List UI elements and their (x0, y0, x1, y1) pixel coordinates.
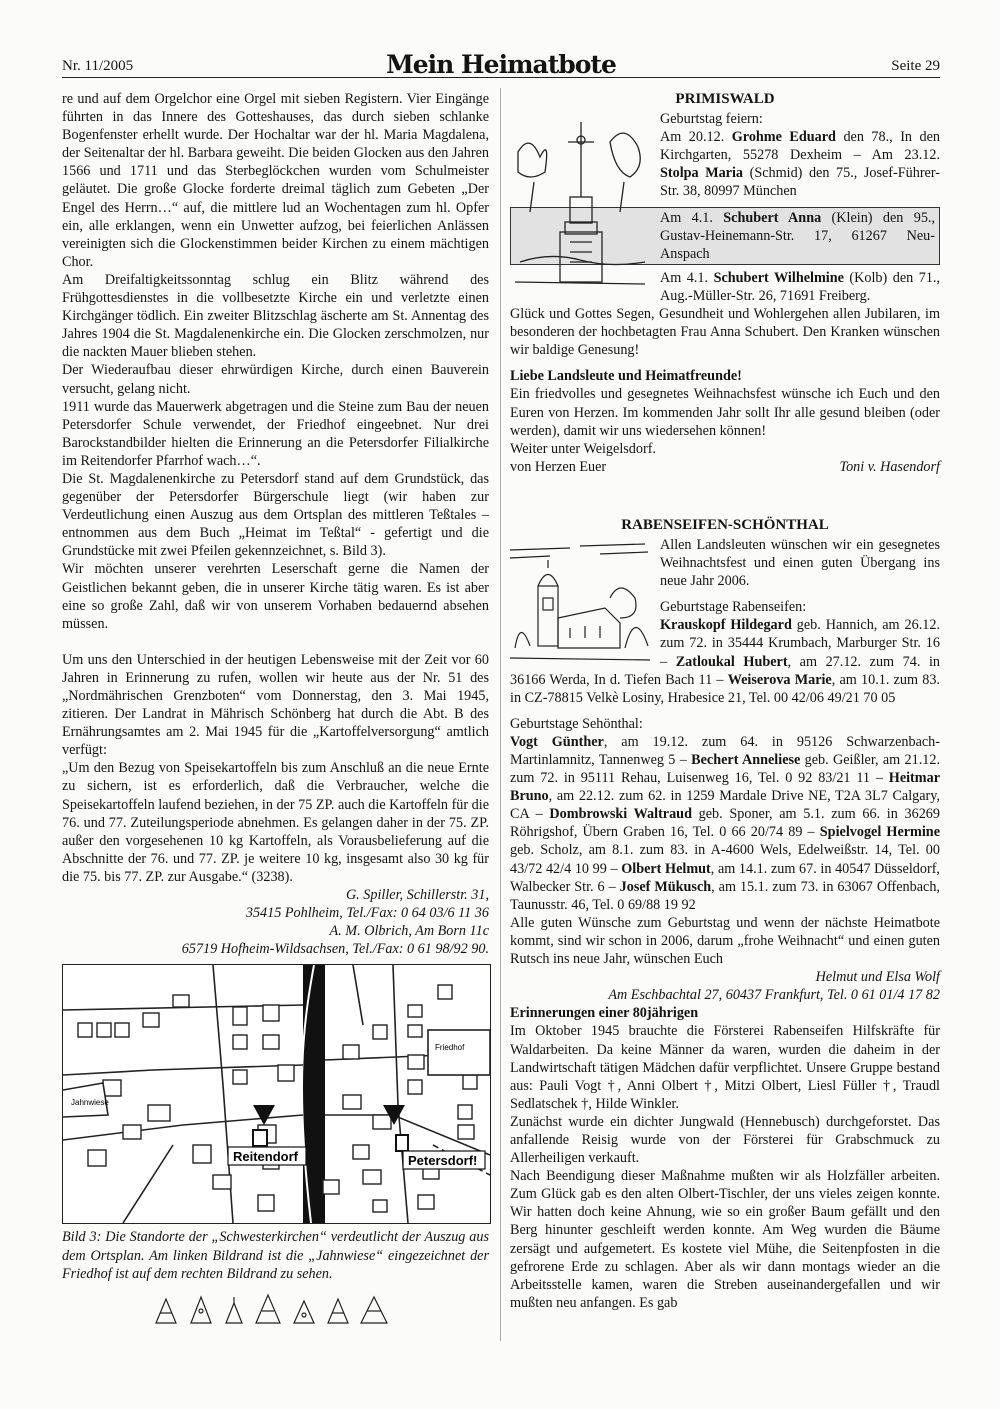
page-header (62, 50, 940, 90)
article-paragraph: Der Wiederaufbau dieser ehrwürdigen Kirche, durch einen Bauverein versucht, gelang nicht. (62, 362, 489, 397)
memory-paragraph: Zunächst wurde ein dichter Jungwald (Hennebusch) durchgeforstet. Das anfallende Reisig wurde von der Försterei für Grabschmuck zu Allerheiligen verkauft. (510, 1113, 940, 1167)
section-title-rabenseifen: RABENSEIFEN-SCHÖNTHAL (621, 516, 829, 533)
highlighted-birthday-box: Am 4.1. Schubert Anna (Klein) den 95., Gustav-Heinemann-Str. 17, 61267 Neu-Anspach (510, 207, 940, 265)
figure-caption: Bild 3: Die Standorte der „Schwesterkirchen“ verdeutlicht der Auszug aus dem Ortsplan. Am linken Bildrand ist die „Jahnwiese“ eingezeichnet der Friedhof ist auf dem rechten Bildrand zu sehen. (62, 1229, 489, 1282)
memory-paragraph: Nach Beendigung dieser Maßnahme mußten wir als Holzfäller arbeiten. Zum Glück gab es den alten Olbert-Tischler, der uns vieles zeigen konnte. Wir hatten doch keine Ahnung, wie so ein großer Baum gefällt und den Berg hinunter geschleift werden konnte. Am Weg wurden die Bäume zersägt und aufgemetert. Es kostete viel Mühe, die Seitenpfosten in die gefrorene Erde zu schlagen. Aber als wir dann montags wieder an die Arbeitsstelle kamen, waren die Streben auseinandergefallen und wir mußten neu anfangen. Es gab (510, 1168, 940, 1311)
person-name: Josef Mükusch (619, 878, 712, 895)
christmas-ornament (62, 1293, 489, 1332)
issue-number: Nr. 11/2005 (62, 58, 134, 74)
closing-paragraph: Alle guten Wünsche zum Geburtstag und wenn der nächste Heimatbote kommt, sind wir schon in 2006, darum „frohe Weihnacht“ und einen guten Rutsch ins neue Jahr, wünschen Euch (510, 914, 940, 968)
person-name: Zatloukal Hubert (675, 653, 788, 670)
column-divider (500, 88, 501, 1341)
left-column (62, 90, 489, 1332)
article-paragraph: Um uns den Unterschied in der heutigen Lebensweise mit der Zeit vor 60 Jahren in Erinnerung zu rufen, wollen wir heute aus der Nr. 51 des „Nordmährischen Grenzboten“ vom Donnerstag, den 3. Mai 1945, zitieren. Der Landrat in Mährisch Schönberg hat durch die Abt. B des Ernährungsamtes am 2. Mai 1945 für die „Kartoffelversorgung“ amtlich verfügt: (62, 651, 489, 759)
header-rule (62, 77, 940, 78)
subheading-greeting: Liebe Landsleute und Heimatfreunde! (510, 368, 742, 385)
article-paragraph: Die St. Magdalenenkirche zu Petersdorf stand auf dem Grundstück, das gegenüber der Petersdorfer Bürgerschule liegt (wir haben zur Verdeutlichung einen Auszug aus dem Ortsplan des mittleren Teßtales – entnommen aus dem Buch „Heimat im Teßtal“ - gefertigt und die Grundstücke mit zwei Pfeilen gekennzeichnet, s. Bild 3). (62, 470, 489, 560)
section-title-primiswald: PRIMISWALD (675, 91, 775, 107)
masthead-title: Mein Heimatbote (386, 50, 616, 79)
town-map (62, 964, 491, 1224)
signature-line: A. M. Olbrich, Am Born 11c (329, 923, 489, 940)
person-name: Stolpa Maria (660, 165, 744, 182)
subheading-memories: Erinnerungen einer 80jährigen (510, 1005, 699, 1022)
letter-paragraph: Ein friedvolles und gesegnetes Weihnachsfest wünsche ich Euch und den Euren von Herzen. Im kommenden Jahr sollt Ihr alle gesund bleiben (oder werden), damit wir uns wiedersehen können! (510, 386, 940, 439)
person-name: Dombrowski Waltraud (549, 806, 692, 823)
letter-signature: von Herzen Euer Toni v. Hasendorf (510, 458, 940, 475)
village-church-icon (510, 538, 650, 666)
signature-line: 35415 Pohlheim, Tel./Fax: 0 64 03/6 11 36 (245, 905, 489, 922)
quote-paragraph: „Um den Bezug von Speisekartoffeln bis zum Anschluß an die neue Ernte zu sichern, ist es erforderlich, daß die Verbraucher, welche die Speisekartoffeln laufend beziehen, in der 75 ZP. auch die Kartoffeln für die 76. und 77. Zuteilungsperiode abnehmen. Es gelangen daher in der 75. ZP. außer den vorgesehenen 10 kg Kartoffeln, als Vorausbelieferung auf die Abschnitte der 76. und 77. ZP. je weitere 10 kg, insgesamt also 30 kg für die 75. bis 77. ZP. zur Ausgabe.“ (3238). (62, 760, 489, 885)
person-name: Olbert Helmut (621, 860, 711, 877)
birthday-heading: Geburtstage Rabenseifen: (660, 599, 807, 616)
signature-line: 65719 Hofheim-Wildsachsen, Tel./Fax: 0 61 98/92 90. (181, 941, 489, 958)
signature-line: Am Eschbachtal 27, 60437 Frankfurt, Tel. 0 61 01/4 17 82 (608, 987, 940, 1004)
birthday-entry: Am 4.1. Schubert Wilhelmine (Kolb) den 71., Aug.-Müller-Str. 26, 71691 Freiberg. (660, 269, 941, 304)
letter-paragraph: Weiter unter Weigelsdorf. (510, 440, 656, 457)
birthday-entry: Vogt Günther, am 19.12. zum 64. in 95126 Schwarzenbach-Martinlamnitz, Tannenweg 5 – Bechert Anneliese geb. Geißler, am 21.12. zum 72. in 95111 Rehau, Luisenweg 16, Tel. 0 92 83/21 11 – Heitmar Bruno, am 22.12. zum 62. in 1259 Mardale Drive NE, T2A 3L7 Calgary, CA – Dombrowski Waltraud geb. Sponer, am 5.1. zum 66. in 36269 Röhrigshof, Übern Graben 16, Tel. 0 66 20/74 89 – Spielvogel Hermine geb. Scholz, am 8.1. zum 83. in A-4600 Wels, Edelweißstr. 14, Tel. 00 43/72 42/4 10 99 – Olbert Helmut, am 14.1. zum 67. in 40547 Düsseldorf, Walbecker Str. 6 – Josef Mükusch, am 15.1. zum 73. in 63067 Offenbach, Taunusstr. 46, Tel. 0 69/88 19 92 (510, 733, 940, 913)
article-paragraph: re und auf dem Orgelchor eine Orgel mit sieben Registern. Vier Eingänge führten in das Innere des Gotteshauses, das durch sieben schlanke Bogenfenster erhellt wurde. Der Hochaltar war der hl. Maria Magdalena, der Seitenaltar der hl. Barbara geweiht. Die beiden Glocken aus den Jahren 1566 und 1711 und das Sterbeglöckchen wurden vom Schulmeister geläutet. Die große Glocke forderte dreimal täglich zum Gebeten „Der Engel des Herrn…“ auf, die mittlere lud an Wochentagen zum hl. Opfer ein, alle erklangen, wenn ein Unwetter aufzog, bei feierlichen Anlässen vereinigten sich die Glockenstimmen beider Kirchen zu einem mächtigen Chor. (62, 91, 489, 270)
person-name: Krauskopf Hildegard (660, 617, 792, 634)
article-paragraph: Am Dreifaltigkeitssonntag schlug ein Blitz während des Frühgottesdienstes in die vollbesetzte Kirche ein und verletzte einen Kirchgänger tödlich. Ein zweiter Blitzschlag äscherte am St. Annentag des Jahres 1904 die St. Magdalenenkirche ein. Die Glocken zerschmolzen, nur die nackten Mauer blieben stehen. (62, 271, 489, 361)
person-name: Heitmar Bruno (510, 770, 940, 805)
person-name: Weiserova Marie (727, 671, 832, 688)
map-label-jahnwiese: Jahnwiese (71, 1098, 109, 1108)
signature-line: Helmut und Elsa Wolf (815, 969, 940, 986)
birthday-entry: Krauskopf Hildegard geb. Hannich, am 26.12. zum 72. in 35444 Krumbach, Marburger Str. 16 – Zatloukal Hubert, am 27.12. zum 74. in 36166 Werda, In d. Tiefen Bach 11 – Weiserova Marie, am 10.1. zum 83. in CZ-78815 Velkè Losiny, Hrabesice 21, Tel. 00 42/06 49/21 70 05 (510, 617, 941, 706)
person-name: Grohme Eduard (731, 129, 836, 146)
right-column (510, 90, 940, 1312)
wishes-paragraph: Glück und Gottes Segen, Gesundheit und Wohlergehen allen Jubilaren, im besonderen der hochbetagten Frau Anna Schubert. Den Kranken wünschen wir baldige Genesung! (510, 306, 940, 359)
wayside-cross-icon (510, 112, 650, 294)
primiswald-intro: Geburtstag feiern: (660, 111, 763, 128)
memory-paragraph: Im Oktober 1945 brauchte die Försterei Rabenseifen Hilfskräfte für Waldarbeiten. Da keine Männer da waren, wurden die daheim in der Landwirtschaft tätigen Mädchen dafür verpflichtet. Unsere Gruppe bestand aus: Pauli Vogt †, Anni Olbert †, Mitzi Olbert, Liesl Füller †, Traudl Sedlatschek †, Hilde Winkler. (510, 1023, 940, 1112)
map-label-friedhof: Friedhof (435, 1043, 465, 1053)
birthday-heading: Geburtstage Sehönthal: (510, 715, 643, 732)
town-map-drawing (63, 965, 490, 1223)
person-name: Schubert Anna (723, 209, 822, 226)
map-label-reitendorf: Reitendorf (233, 1149, 298, 1165)
article-paragraph: 1911 wurde das Mauerwerk abgetragen und die Steine zum Bau der neuen Petersdorfer Schule verwendet, der Friedhof eingeebnet. Nur drei Barockstandbilder hielten die Erinnerung an die Petersdorfer Filialkirche im Reitendorfer Pfarrhof wach…“. (62, 398, 489, 469)
person-name: Bechert Anneliese (691, 752, 801, 768)
article-paragraph: Wir möchten unserer verehrten Leserschaft gerne die Namen der Geistlichen bekannt geben, die in unserer Kirche tätig waren. Es ist aber eine so große Zahl, daß wir von unserem Vorhaben bedauernd absehen müssen. (62, 561, 489, 632)
rabenseifen-intro: Allen Landsleuten wünschen wir ein gesegnetes Weihnachtsfest und einen guten Übergang ins neue Jahr 2006. (660, 536, 940, 590)
birthday-entry: Am 20.12. Grohme Eduard den 78., In den Kirchgarten, 55278 Dexheim – Am 23.12. Stolpa Maria (Schmid) den 75., Josef-Führer-Str. 38, 80997 München (660, 129, 941, 200)
signature-line: G. Spiller, Schillerstr. 31, (345, 887, 489, 904)
page-number: Seite 29 (891, 58, 940, 74)
christmas-trees-icon (146, 1293, 406, 1327)
person-name: Vogt Günther (510, 733, 604, 750)
map-label-petersdorf: Petersdorf! (408, 1153, 478, 1169)
person-name: Schubert Wilhelmine (713, 269, 844, 286)
person-name: Spielvogel Hermine (819, 824, 940, 841)
